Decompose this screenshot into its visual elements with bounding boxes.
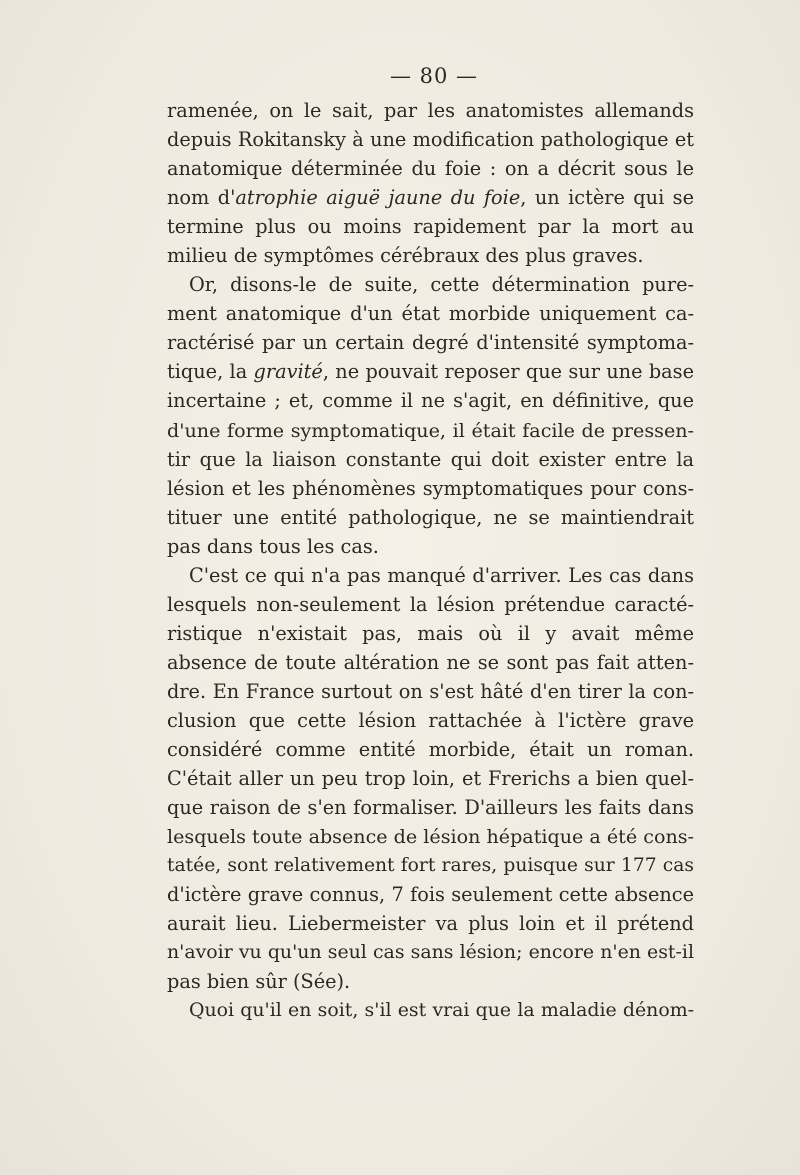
text-line: pas bien sûr (Sée). [167,970,351,994]
text-line: lésion et les phénomènes symptomatiques pour cons- [167,476,694,500]
text-line: d'une forme symptomatique, il était facile de pressen- [167,418,694,442]
text-line: clusion que cette lésion rattachée à l'ictère grave [167,708,694,732]
paragraph-start-line: Quoi qu'il en soit, s'il est vrai que la maladie dénom- [189,999,694,1022]
text-line: lesquels non-seulement la lésion prétendue caracté- [167,592,694,616]
text-line: tatée, sont relativement fort rares, puisque sur 177 cas [167,855,694,877]
text-line: milieu de symptômes cérébraux des plus graves. [167,244,644,268]
text-line: aurait lieu. Liebermeister va plus loin et il prétend [167,912,694,936]
text-run: nom d' [167,186,236,210]
text-line: pas dans tous les cas. [167,534,379,558]
text-line: considéré comme entité morbide, était un roman. [167,738,694,762]
italic-term: gravité [253,360,323,384]
italic-term: atrophie aiguë jaune du foie [235,186,521,210]
text-line: lesquels toute absence de lésion hépatique a été cons- [167,825,694,849]
text-line: depuis Rokitansky à une modification pathologique et [167,128,694,152]
paragraph-start-line: Or, disons-le de suite, cette détermination pure- [189,273,694,297]
text-line: ractérisé par un certain degré d'intensité symptoma- [167,331,694,355]
text-line: termine plus ou moins rapidement par la mort au [167,215,694,239]
text-line: absence de toute altération ne se sont pas fait atten- [167,650,694,674]
text-line: ristique n'existait pas, mais où il y avait même [167,621,694,645]
text-run: , un ictère qui se [520,186,694,210]
text-line: que raison de s'en formaliser. D'ailleurs les faits dans [167,796,694,820]
text-line [167,357,694,386]
text-line: tituer une entité pathologique, ne se maintiendrait [167,505,694,529]
text-run: , ne pouvait reposer que sur une base [322,360,694,384]
text-line: dre. En France surtout on s'est hâté d'en tirer la con- [167,679,694,703]
text-line: d'ictère grave connus, 7 fois seulement cette absence [167,883,694,907]
text-line [167,183,694,212]
page-number: — 80 — [389,64,479,88]
text-line: anatomique déterminée du foie : on a décrit sous le [167,157,694,181]
text-line: n'avoir vu qu'un seul cas sans lésion; encore n'en est-il [167,941,694,964]
paragraph-start-line: C'est ce qui n'a pas manqué d'arriver. Les cas dans [189,563,694,587]
text-line: ramenée, on le sait, par les anatomistes allemands [167,99,694,122]
text-run: tique, la [167,360,254,384]
text-line: incertaine ; et, comme il ne s'agit, en définitive, que [167,389,694,413]
text-line: ment anatomique d'un état morbide uniquement ca- [167,302,694,326]
text-line: tir que la liaison constante qui doit exister entre la [167,447,694,471]
body-text [167,96,694,1026]
text-line: C'était aller un peu trop loin, et Frerichs a bien quel- [167,767,694,791]
